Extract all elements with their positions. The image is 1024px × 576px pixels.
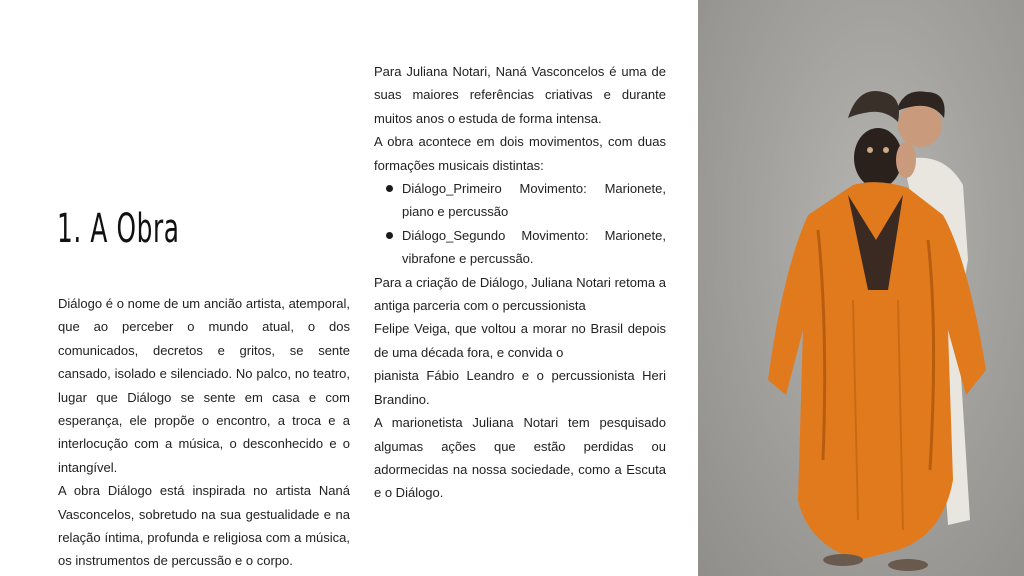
movements-list <box>374 177 666 271</box>
photo-illustration <box>698 0 1024 576</box>
performer-photo <box>698 0 1024 576</box>
paragraph: pianista Fábio Leandro e o percussionista Heri Brandino. <box>374 368 666 407</box>
middle-text-column <box>374 60 666 505</box>
paragraph: Felipe Veiga, que voltou a morar no Brasil depois de uma década fora, e convida o <box>374 321 666 360</box>
paragraph: A marionetista Juliana Notari tem pesquisado algumas ações que estão perdidas ou adormecidas na nossa sociedade, como a Escuta e o Diálogo. <box>374 415 666 501</box>
paragraph: A obra acontece em dois movimentos, com duas formações musicais distintas: <box>374 134 666 173</box>
left-text-column <box>58 292 350 573</box>
paragraph: Para Juliana Notari, Naná Vasconcelos é uma de suas maiores referências criativas e durante muitos anos o estuda de forma intensa. <box>374 64 666 126</box>
paragraph: Para a criação de Diálogo, Juliana Notari retoma a antiga parceria com o percussionista <box>374 274 666 314</box>
page-title: 1. A Obra <box>57 206 180 252</box>
list-item: Diálogo_Segundo Movimento: Marionete, vibrafone e percussão. <box>402 224 666 271</box>
paragraph: A obra Diálogo está inspirada no artista Naná Vasconcelos, sobretudo na sua gestualidade e na relação íntima, profunda e religiosa com a música, os instrumentos de percussão e o corpo. <box>58 483 350 569</box>
paragraph: Diálogo é o nome de um ancião artista, atemporal, que ao perceber o mundo atual, o dos comunicados, decretos e gritos, se sente cansado, isolado e silenciado. No palco, no teatro, lugar que Diálogo se sente em casa e com esperança, ele propõe o encontro, a troca e a interlocução com a música, o desconhecido e o intangível. <box>58 296 350 475</box>
list-item: Diálogo_Primeiro Movimento: Marionete, piano e percussão <box>402 177 666 224</box>
